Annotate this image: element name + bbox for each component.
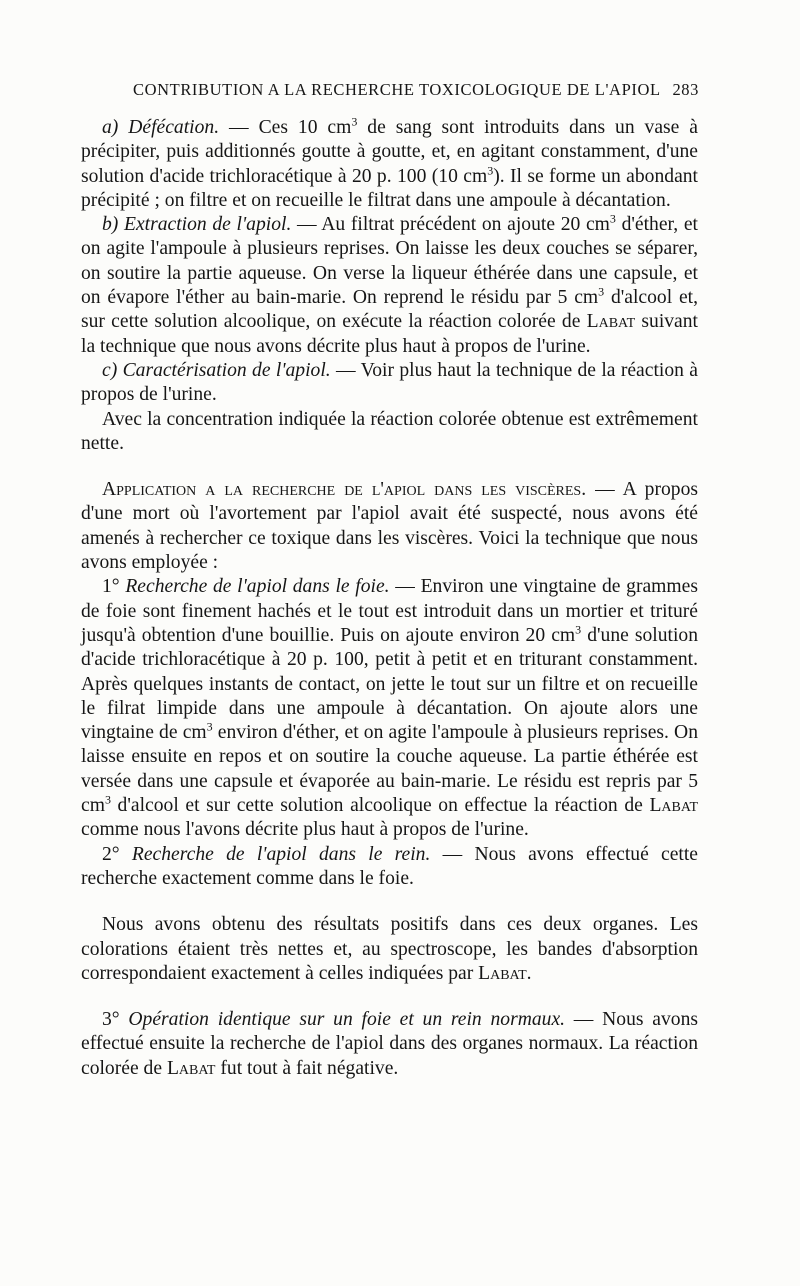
paragraph-foie: 1° Recherche de l'apiol dans le foie. — Environ une vingtaine de grammes de foie sont finement hachés et le tout est introduit dans un mortier et trituré jusqu'à obtention d'une bouillie. Puis on ajoute environ 20 $cm^3$ d'une solution d'acide trichloracétique à 20 p. 100, petit à petit et en triturant constamment. Après quelques instants de contact, on jette le tout sur un filtre et on recueille le filrat limpide dans une ampoule à décantation. On ajoute alors une vingtaine de $cm^3$ environ d'éther, et on agite l'ampoule à plusieurs reprises. On laisse ensuite en repos et on soutire la couche aqueuse. La partie éthérée est versée dans une capsule et évaporée au bain-marie. Le résidu est repris par 5 $cm^3$ d'alcool et sur cette solution alcoolique on effectue la réaction de Labat comme nous l'avons décrite plus haut à propos de l'urine. bbox=[81, 576, 699, 841]
paragraph-extraction: b) Extraction de l'apiol. — Au filtrat précédent on ajoute 20 $cm^3$ d'éther, et on agite l'ampoule à plusieurs reprises. On laisse les deux couches se séparer, on soutire la partie aqueuse. On verse la liqueur éthérée dans une capsule, et on évapore l'éther au bain-marie. On reprend le résidu par 5 $cm^3$ d'alcool et, sur cette solution alcoolique, on exécute la réaction colorée de Labat suivant la technique que nous avons décrite plus haut à propos de l'urine. bbox=[81, 211, 698, 357]
item-number: 3° bbox=[102, 1009, 120, 1031]
item-number: 2° bbox=[102, 843, 120, 865]
paragraph-defecation: a) Défécation. — Ces 10 $cm^3$ de sang sont introduits dans un vase à précipiter, puis additionnés goutte à goutte, et, en agitant constamment, d'une solution d'acide trichloracétique à 20 p. 100 (10 $cm^3$). Il se forme un abondant précipité ; on filtre et on recueille le filtrat dans une ampoule à décantation. bbox=[81, 114, 698, 211]
section-heading: Application a la recherche de l'apiol dans les viscères. bbox=[102, 479, 587, 501]
author-name: Labat bbox=[166, 1057, 216, 1079]
running-header bbox=[133, 80, 699, 100]
paragraph-label: Opération identique sur un foie et un rein normaux. bbox=[119, 1009, 566, 1031]
paragraph-label: Recherche de l'apiol dans le foie. bbox=[119, 576, 390, 598]
item-number: 1° bbox=[102, 576, 120, 598]
paragraph-rein: 2° Recherche de l'apiol dans le rein. — Nous avons effectué cette recherche exactement comme dans le foie. bbox=[81, 843, 698, 889]
paragraph-organes-normaux: 3° Opération identique sur un foie et un rein normaux. — Nous avons effectué ensuite la recherche de l'apiol dans des organes normaux. La réaction colorée de Labat fut tout à fait négative. bbox=[81, 1009, 698, 1079]
paragraph-label: b) Extraction de l'apiol. bbox=[102, 214, 292, 236]
body-text bbox=[81, 116, 698, 1081]
paragraph-label: Recherche de l'apiol dans le rein. bbox=[119, 843, 431, 865]
paragraph-application: Application a la recherche de l'apiol dans les viscères. — A propos d'une mort où l'avortement par l'apiol avait été suspecté, nous avons été amenés à rechercher ce toxique dans les viscères. Voici la technique que nous avons employée : bbox=[81, 479, 698, 574]
running-title: CONTRIBUTION A LA RECHERCHE TOXICOLOGIQUE DE L'APIOL bbox=[133, 80, 661, 99]
author-name: Labat bbox=[649, 795, 698, 817]
page-number: 283 bbox=[672, 80, 699, 99]
paragraph-label: a) Défécation. bbox=[102, 117, 220, 138]
paragraph-resultats: Nous avons obtenu des résultats positifs dans ces deux organes. Les colorations étaient très nettes et, au spectroscope, les bandes d'absorption correspondaient exactement à celles indiquées par Labat. bbox=[81, 914, 698, 984]
author-name: Labat bbox=[478, 962, 527, 984]
paragraph-concentration: Avec la concentration indiquée la réaction colorée obtenue est extrêmement nette. bbox=[81, 408, 698, 454]
paragraph-label: c) Caractérisation de l'apiol. bbox=[102, 359, 331, 381]
author-name: Labat bbox=[586, 311, 636, 333]
paragraph-caracterisation: c) Caractérisation de l'apiol. — Voir plus haut la technique de la réaction à propos de l'urine. bbox=[81, 359, 698, 406]
